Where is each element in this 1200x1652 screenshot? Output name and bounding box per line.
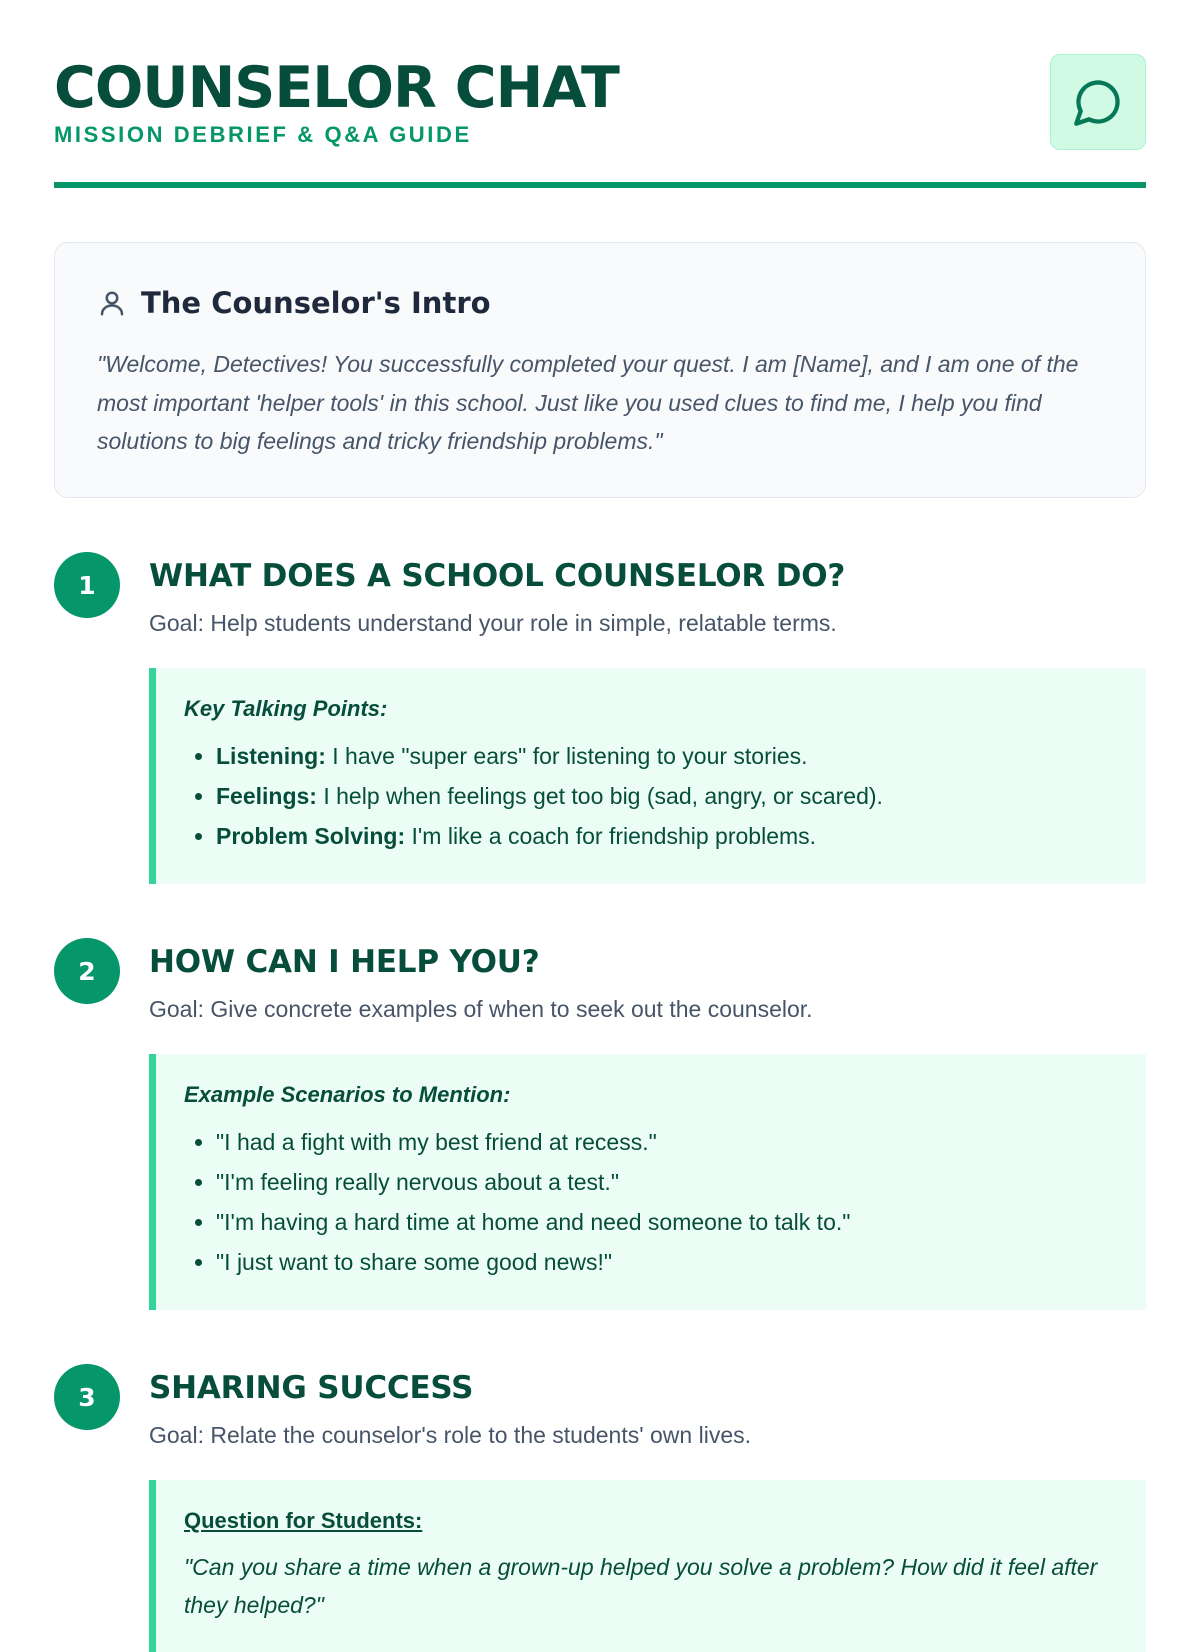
callout-label: Question for Students: <box>184 1508 423 1533</box>
section-sharing-success <box>54 1364 1146 1652</box>
list-item-term: Problem Solving: <box>216 823 406 849</box>
callout-label: Key Talking Points: <box>184 696 388 721</box>
list-item-text: I have "super ears" for listening to your stories. <box>325 743 808 769</box>
section-title: WHAT DOES A SCHOOL COUNSELOR DO? <box>149 558 846 594</box>
section-goal: Goal: Help students understand your role in simple, relatable terms. <box>149 610 837 636</box>
section-what-counselor-does <box>54 552 1146 884</box>
section-goal: Goal: Relate the counselor's role to the students' own lives. <box>149 1422 751 1448</box>
list-item <box>216 816 1116 856</box>
list-item-text: I'm like a coach for friendship problems. <box>405 823 817 849</box>
section-number-badge: 2 <box>54 938 120 1004</box>
scenarios-callout <box>149 1054 1146 1310</box>
list-item: • "I'm feeling really nervous about a test." <box>216 1162 1116 1202</box>
talking-points-callout <box>149 668 1146 884</box>
list-item-term: Feelings: <box>216 783 317 809</box>
list-item-text: I help when feelings get too big (sad, angry, or scared). <box>316 783 883 809</box>
list-item: • "I had a fight with my best friend at recess." <box>216 1122 1116 1162</box>
intro-title: The Counselor's Intro <box>141 286 491 320</box>
chat-bubble-icon <box>1072 76 1124 128</box>
section-title: HOW CAN I HELP YOU? <box>149 944 540 980</box>
section-number-badge: 3 <box>54 1364 120 1430</box>
callout-label: Example Scenarios to Mention: <box>184 1082 511 1107</box>
page-title: COUNSELOR CHAT <box>54 55 619 121</box>
talking-points-list <box>184 736 1116 856</box>
page-header <box>54 0 1146 188</box>
user-icon <box>97 288 127 318</box>
section-title: SHARING SUCCESS <box>149 1370 474 1406</box>
page-subtitle: MISSION DEBRIEF & Q&A GUIDE <box>54 122 472 147</box>
section-goal: Goal: Give concrete examples of when to seek out the counselor. <box>149 996 813 1022</box>
question-callout <box>149 1480 1146 1652</box>
section-how-can-i-help <box>54 938 1146 1310</box>
list-item-term: Listening: <box>216 743 326 769</box>
scenarios-list <box>184 1122 1116 1282</box>
list-item: • "I just want to share some good news!" <box>216 1242 1116 1282</box>
list-item: • "I'm having a hard time at home and need someone to talk to." <box>216 1202 1116 1242</box>
list-item <box>216 776 1116 816</box>
student-question-quote: "Can you share a time when a grown-up helped you solve a problem? How did it feel after they helped?" <box>184 1554 1098 1618</box>
intro-quote: "Welcome, Detectives! You successfully completed your quest. I am [Name], and I am one of the most important 'helper tools' in this school. Just like you used clues to find me, I help you find solutions to big feelings and tricky friendship problems." <box>97 351 1079 454</box>
intro-header <box>97 283 1103 323</box>
section-number-badge: 1 <box>54 552 120 618</box>
chat-badge <box>1050 54 1146 150</box>
intro-card <box>54 242 1146 498</box>
list-item <box>216 736 1116 776</box>
